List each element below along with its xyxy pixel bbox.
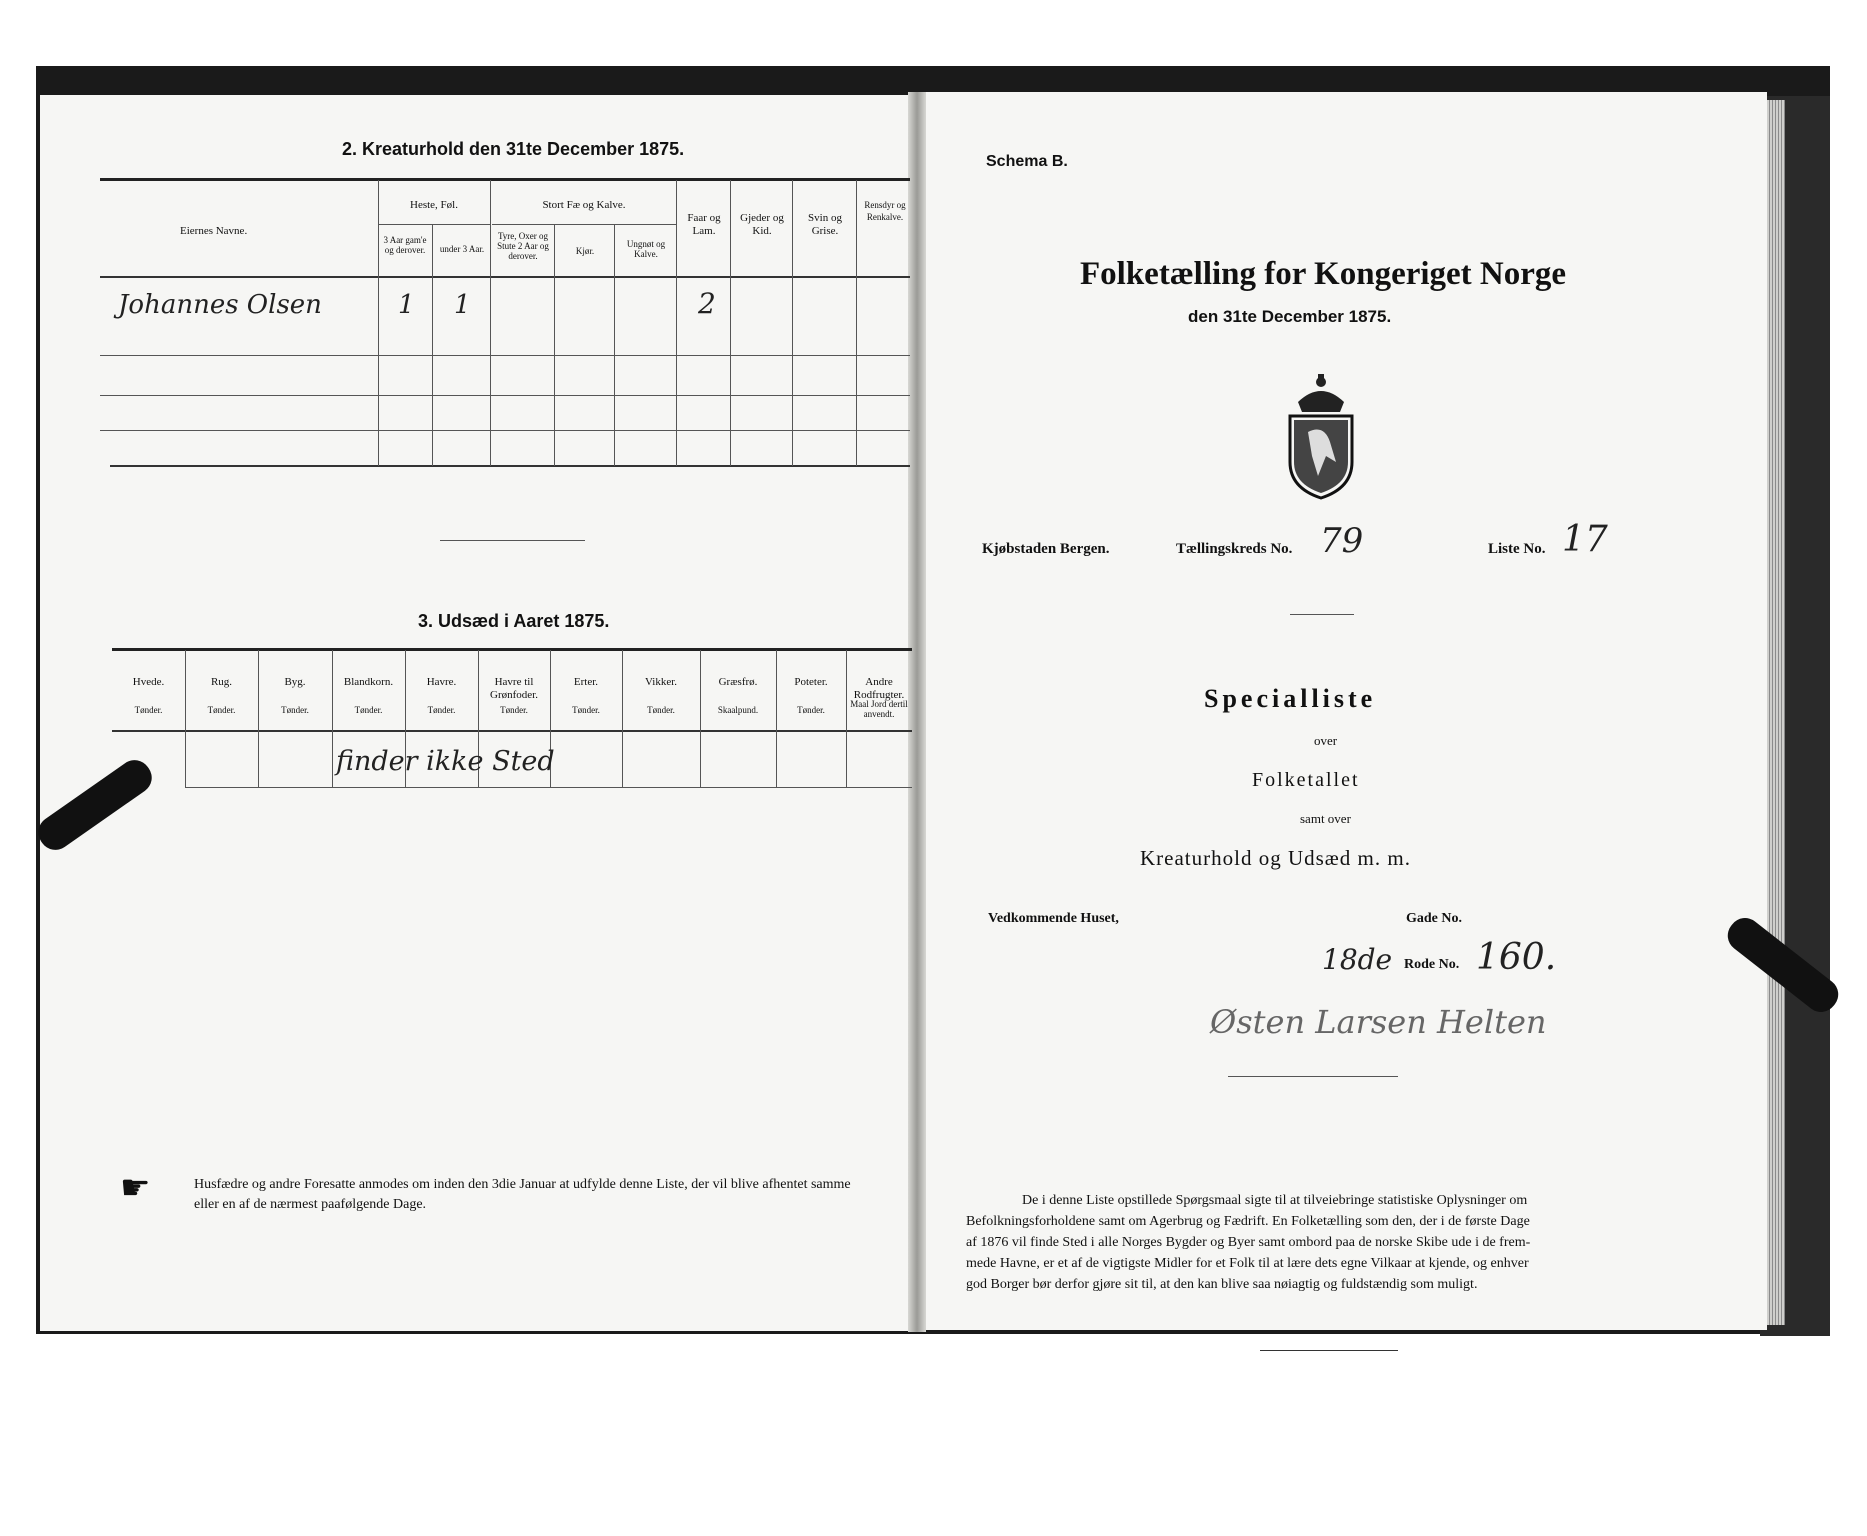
rode-label: Rode No.: [1404, 957, 1460, 972]
liste-value: 17: [1562, 519, 1608, 560]
t2-col-7: [730, 180, 731, 466]
header-stortfae: Stort Fæ og Kalve.: [542, 199, 626, 211]
header-gjeder: Gjeder og Kid.: [740, 212, 784, 238]
t2-col-8: [792, 180, 793, 466]
rode-value: 160.: [1476, 937, 1557, 978]
table2-bottom-rule: [110, 465, 910, 467]
udsaed-unit-4: Tønder.: [354, 705, 383, 715]
t3-col-1: [185, 650, 186, 788]
udsaed-unit-10: Tønder.: [797, 705, 825, 715]
t3-col-8: [700, 650, 701, 788]
section3-title: 3. Udsæd i Aaret 1875.: [418, 611, 610, 631]
schema-label: Schema B.: [986, 153, 1068, 170]
document-date: den 31te December 1875.: [1188, 307, 1392, 326]
header-ungnot: Ungnøt og Kalve.: [626, 239, 666, 259]
paragraph-line: De i denne Liste opstillede Spørgsmaal sigte til at tilveiebringe statistiske Oplysninger om: [1022, 1193, 1528, 1208]
t3-col-3: [332, 650, 333, 788]
rode-prefix: 18de: [1322, 943, 1393, 976]
notice-text: Husfædre og andre Foresatte anmodes om inden den 3die Januar at udfylde denne Liste, der vil blive afhentet samme eller en af de nærmest paafølgende Dage.: [194, 1177, 851, 1213]
udsaed-unit-11: Maal Jord dertil anvendt.: [850, 699, 908, 719]
t2-col-9: [856, 180, 857, 466]
over-label: over: [1314, 733, 1338, 748]
paragraph-line: god Borger bør derfor gjøre sit til, at den kan blive saa nøiagtig og fuldstændig som muligt.: [966, 1277, 1478, 1292]
owner-signature: Østen Larsen Helten: [1210, 1003, 1547, 1041]
table2-header-rule: [100, 276, 910, 278]
t2-col-6: [676, 180, 677, 466]
udsaed-header-5: Havre.: [426, 676, 457, 688]
signature-line: [1228, 1076, 1398, 1077]
heste-old-value: 1: [398, 290, 415, 320]
table3-bottom-rule: [185, 787, 912, 788]
faar-value: 2: [698, 287, 716, 320]
section2-title: 2. Kreaturhold den 31te December 1875.: [342, 139, 685, 159]
document-title: Folketælling for Kongeriget Norge: [1080, 256, 1567, 292]
t2-col-2: [432, 224, 433, 466]
udsaed-unit-2: Tønder.: [207, 705, 236, 715]
udsaed-header-4: Blandkorn.: [343, 676, 394, 688]
table3-top-rule: [112, 648, 912, 651]
header-kjor: Kjør.: [575, 246, 595, 256]
paragraph-line: mede Havne, er et af de vigtigste Midler for et Folk til at lære dets egne Vilkaar at kjende, og enhver: [966, 1256, 1529, 1271]
stortfae-sub-rule: [492, 224, 676, 225]
udsaed-unit-1: Tønder.: [134, 705, 163, 715]
udsaed-header-11: Andre Rodfrugter.: [853, 676, 905, 701]
udsaed-unit-7: Tønder.: [572, 705, 600, 715]
norway-coat-of-arms: [1278, 372, 1364, 500]
info-paragraph: [966, 1190, 1666, 1295]
owner-name: Johannes Olsen: [118, 290, 322, 320]
table2-row-rule-2: [100, 395, 910, 396]
kjobstad-label: Kjøbstaden Bergen.: [982, 541, 1110, 557]
section-divider: [440, 540, 585, 541]
header-heste-young: under 3 Aar.: [439, 244, 485, 254]
folketallet-label: Folketallet: [1252, 769, 1360, 791]
specialliste-heading: Specialliste: [1204, 684, 1377, 713]
table3-header-rule: [112, 730, 912, 732]
t3-col-7: [622, 650, 623, 788]
header-faar: Faar og Lam.: [687, 212, 721, 238]
kreds-value: 79: [1320, 521, 1364, 561]
right-divider-1: [1290, 614, 1354, 615]
liste-label: Liste No.: [1488, 541, 1546, 557]
t3-col-9: [776, 650, 777, 788]
udsaed-unit-9: Skaalpund.: [717, 705, 759, 715]
udsaed-handwritten: finder ikke Sted: [336, 746, 555, 777]
udsaed-header-9: Græsfrø.: [718, 676, 758, 688]
udsaed-unit-5: Tønder.: [427, 705, 456, 715]
t2-col-4: [554, 224, 555, 466]
udsaed-unit-6: Tønder.: [500, 705, 528, 715]
samt-over-label: samt over: [1300, 811, 1351, 826]
t3-col-2: [258, 650, 259, 788]
paragraph-line: Befolkningsforholdene samt om Agerbrug og Fædrift. En Folketælling som den, der i de første Dage: [966, 1214, 1530, 1229]
header-owner: Eiernes Navne.: [180, 225, 248, 237]
udsaed-header-6: Havre til Grønfoder.: [490, 676, 538, 701]
page-stack-edges: [1767, 100, 1785, 1325]
t2-col-3: [490, 180, 491, 466]
right-bottom-rule: [1260, 1350, 1398, 1351]
udsaed-header-1: Hvede.: [132, 676, 165, 688]
heste-sub-rule: [378, 224, 490, 225]
udsaed-unit-3: Tønder.: [281, 705, 309, 715]
udsaed-header-8: Vikker.: [644, 676, 678, 688]
table2-top-rule: [100, 178, 910, 181]
paragraph-line: af 1876 vil finde Sted i alle Norges Bygder og Byer samt ombord paa de norske Skibe ude i de frem-: [966, 1235, 1531, 1250]
heste-young-value: 1: [454, 290, 471, 320]
udsaed-header-7: Erter.: [573, 676, 599, 688]
kreaturhold-label: Kreaturhold og Udsæd m. m.: [1140, 846, 1411, 870]
t2-col-5: [614, 224, 615, 466]
header-tyre: Tyre, Oxer og Stute 2 Aar og derover.: [497, 231, 549, 261]
udsaed-header-2: Rug.: [210, 676, 233, 688]
header-rensdyr: Rensdyr og Renkalve.: [864, 200, 906, 222]
table2-row-rule-3: [100, 430, 910, 431]
vedkommende-label: Vedkommende Huset,: [988, 911, 1119, 926]
header-heste: Heste, Føl.: [410, 199, 458, 211]
table2-row-rule-1: [100, 355, 910, 356]
header-svin: Svin og Grise.: [808, 212, 842, 238]
header-heste-old: 3 Aar gam'e og derover.: [383, 235, 427, 255]
kreds-label: Tællingskreds No.: [1176, 541, 1293, 557]
udsaed-header-10: Poteter.: [794, 676, 828, 688]
t2-col-1: [378, 180, 379, 466]
udsaed-unit-8: Tønder.: [647, 705, 675, 715]
gade-label: Gade No.: [1406, 911, 1462, 926]
pointing-hand-icon: ☛: [120, 1170, 151, 1207]
udsaed-header-3: Byg.: [284, 676, 306, 688]
